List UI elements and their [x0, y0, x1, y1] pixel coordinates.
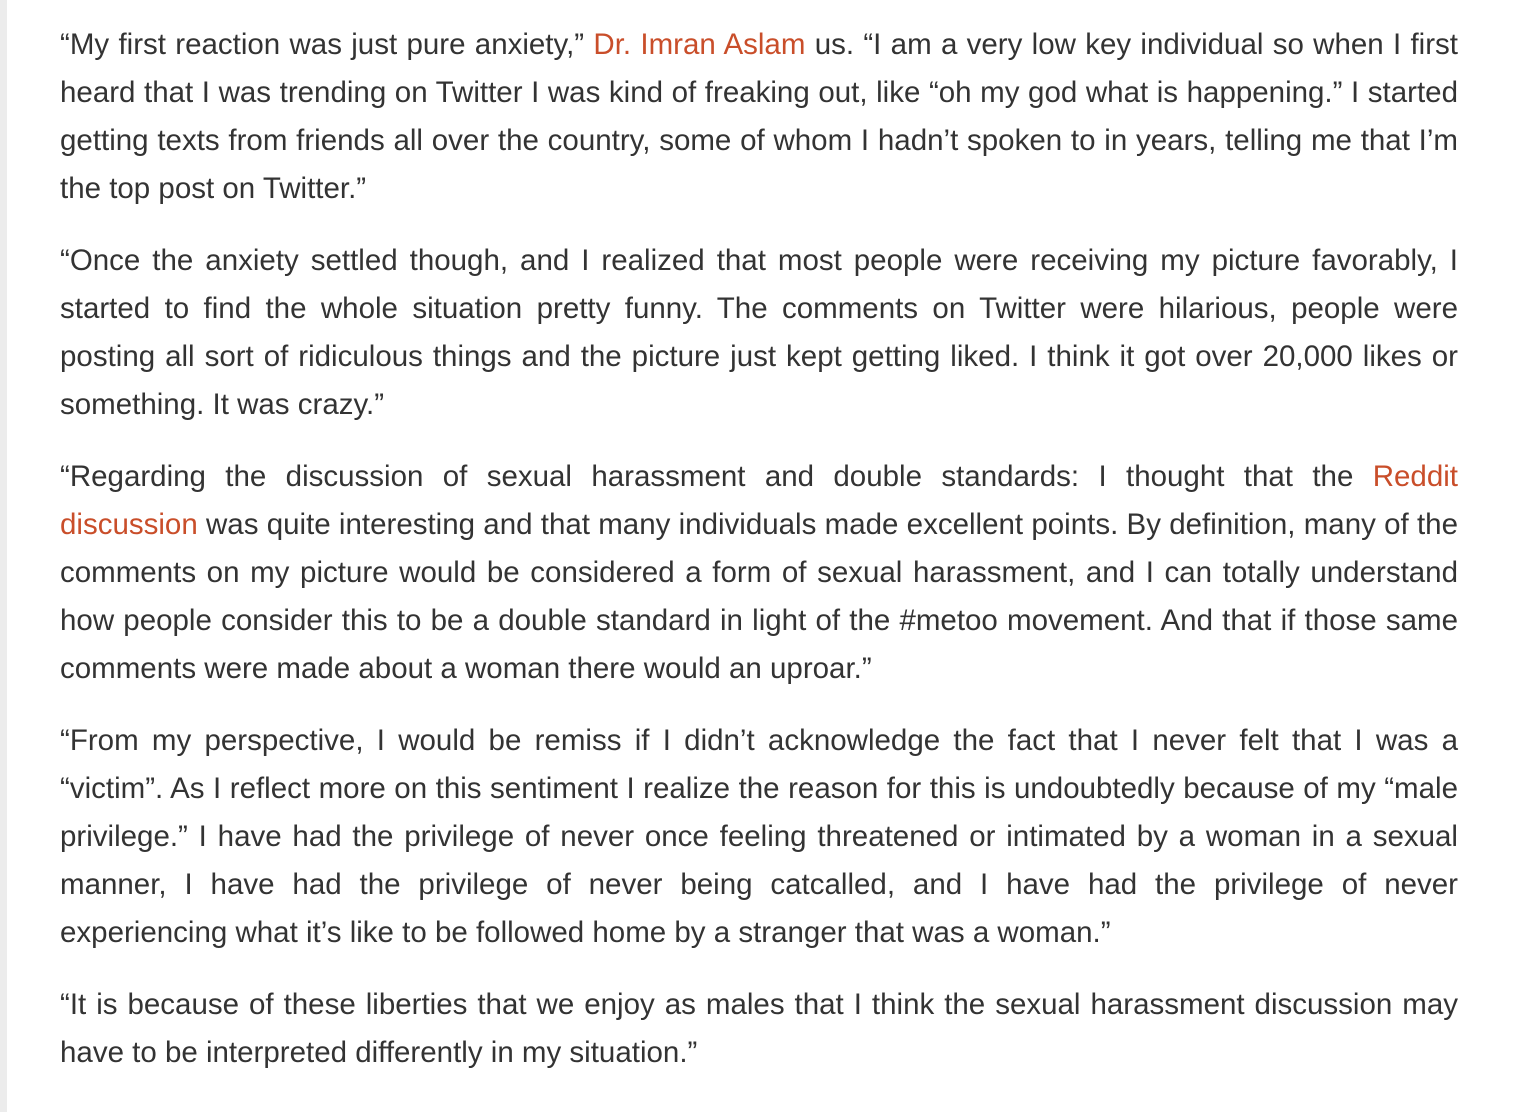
paragraph-1-text-after: us. “I am a very low key individual so when I first heard that I was trending on Twitter I was kind of freaking out, like “oh my god what is happening.” I started getting texts from friends all over the country, some of whom I hadn’t spoken to in years, telling me that I’m the top post on Twitter.”	[60, 28, 1458, 205]
paragraph-3-text-after: was quite interesting and that many individuals made excellent points. By definition, many of the comments on my picture would be considered a form of sexual harassment, and I can totally understand how people consider this to be a double standard in light of the #metoo movement. And that if those same comments were made about a woman there would an uproar.”	[60, 508, 1458, 685]
article-body	[60, 21, 1458, 1101]
paragraph-3-text-before: “Regarding the discussion of sexual harassment and double standards: I thought that the	[60, 460, 1373, 493]
paragraph-3	[60, 453, 1458, 693]
paragraph-1	[60, 21, 1458, 213]
paragraph-2: “Once the anxiety settled though, and I realized that most people were receiving my picture favorably, I started to find the whole situation pretty funny. The comments on Twitter were hilarious, people were posting all sort of ridiculous things and the picture just kept getting liked. I think it got over 20,000 likes or something. It was crazy.”	[60, 244, 1458, 421]
paragraph-5: “It is because of these liberties that we enjoy as males that I think the sexual harassment discussion may have to be interpreted differently in my situation.”	[60, 988, 1458, 1069]
paragraph-1-text-before: “My first reaction was just pure anxiety,”	[60, 28, 594, 61]
paragraph-4: “From my perspective, I would be remiss if I didn’t acknowledge the fact that I never felt that I was a “victim”. As I reflect more on this sentiment I realize the reason for this is undoubtedly because of my “male privilege.” I have had the privilege of never once feeling threatened or intimated by a woman in a sexual manner, I have had the privilege of never being catcalled, and I have had the privilege of never experiencing what it’s like to be followed home by a stranger that was a woman.”	[60, 724, 1458, 949]
reddit-discussion-link[interactable]: Reddit discussion	[60, 460, 1458, 541]
dr-imran-aslam-link[interactable]: Dr. Imran Aslam	[593, 28, 806, 61]
left-edge-border	[0, 0, 7, 1112]
